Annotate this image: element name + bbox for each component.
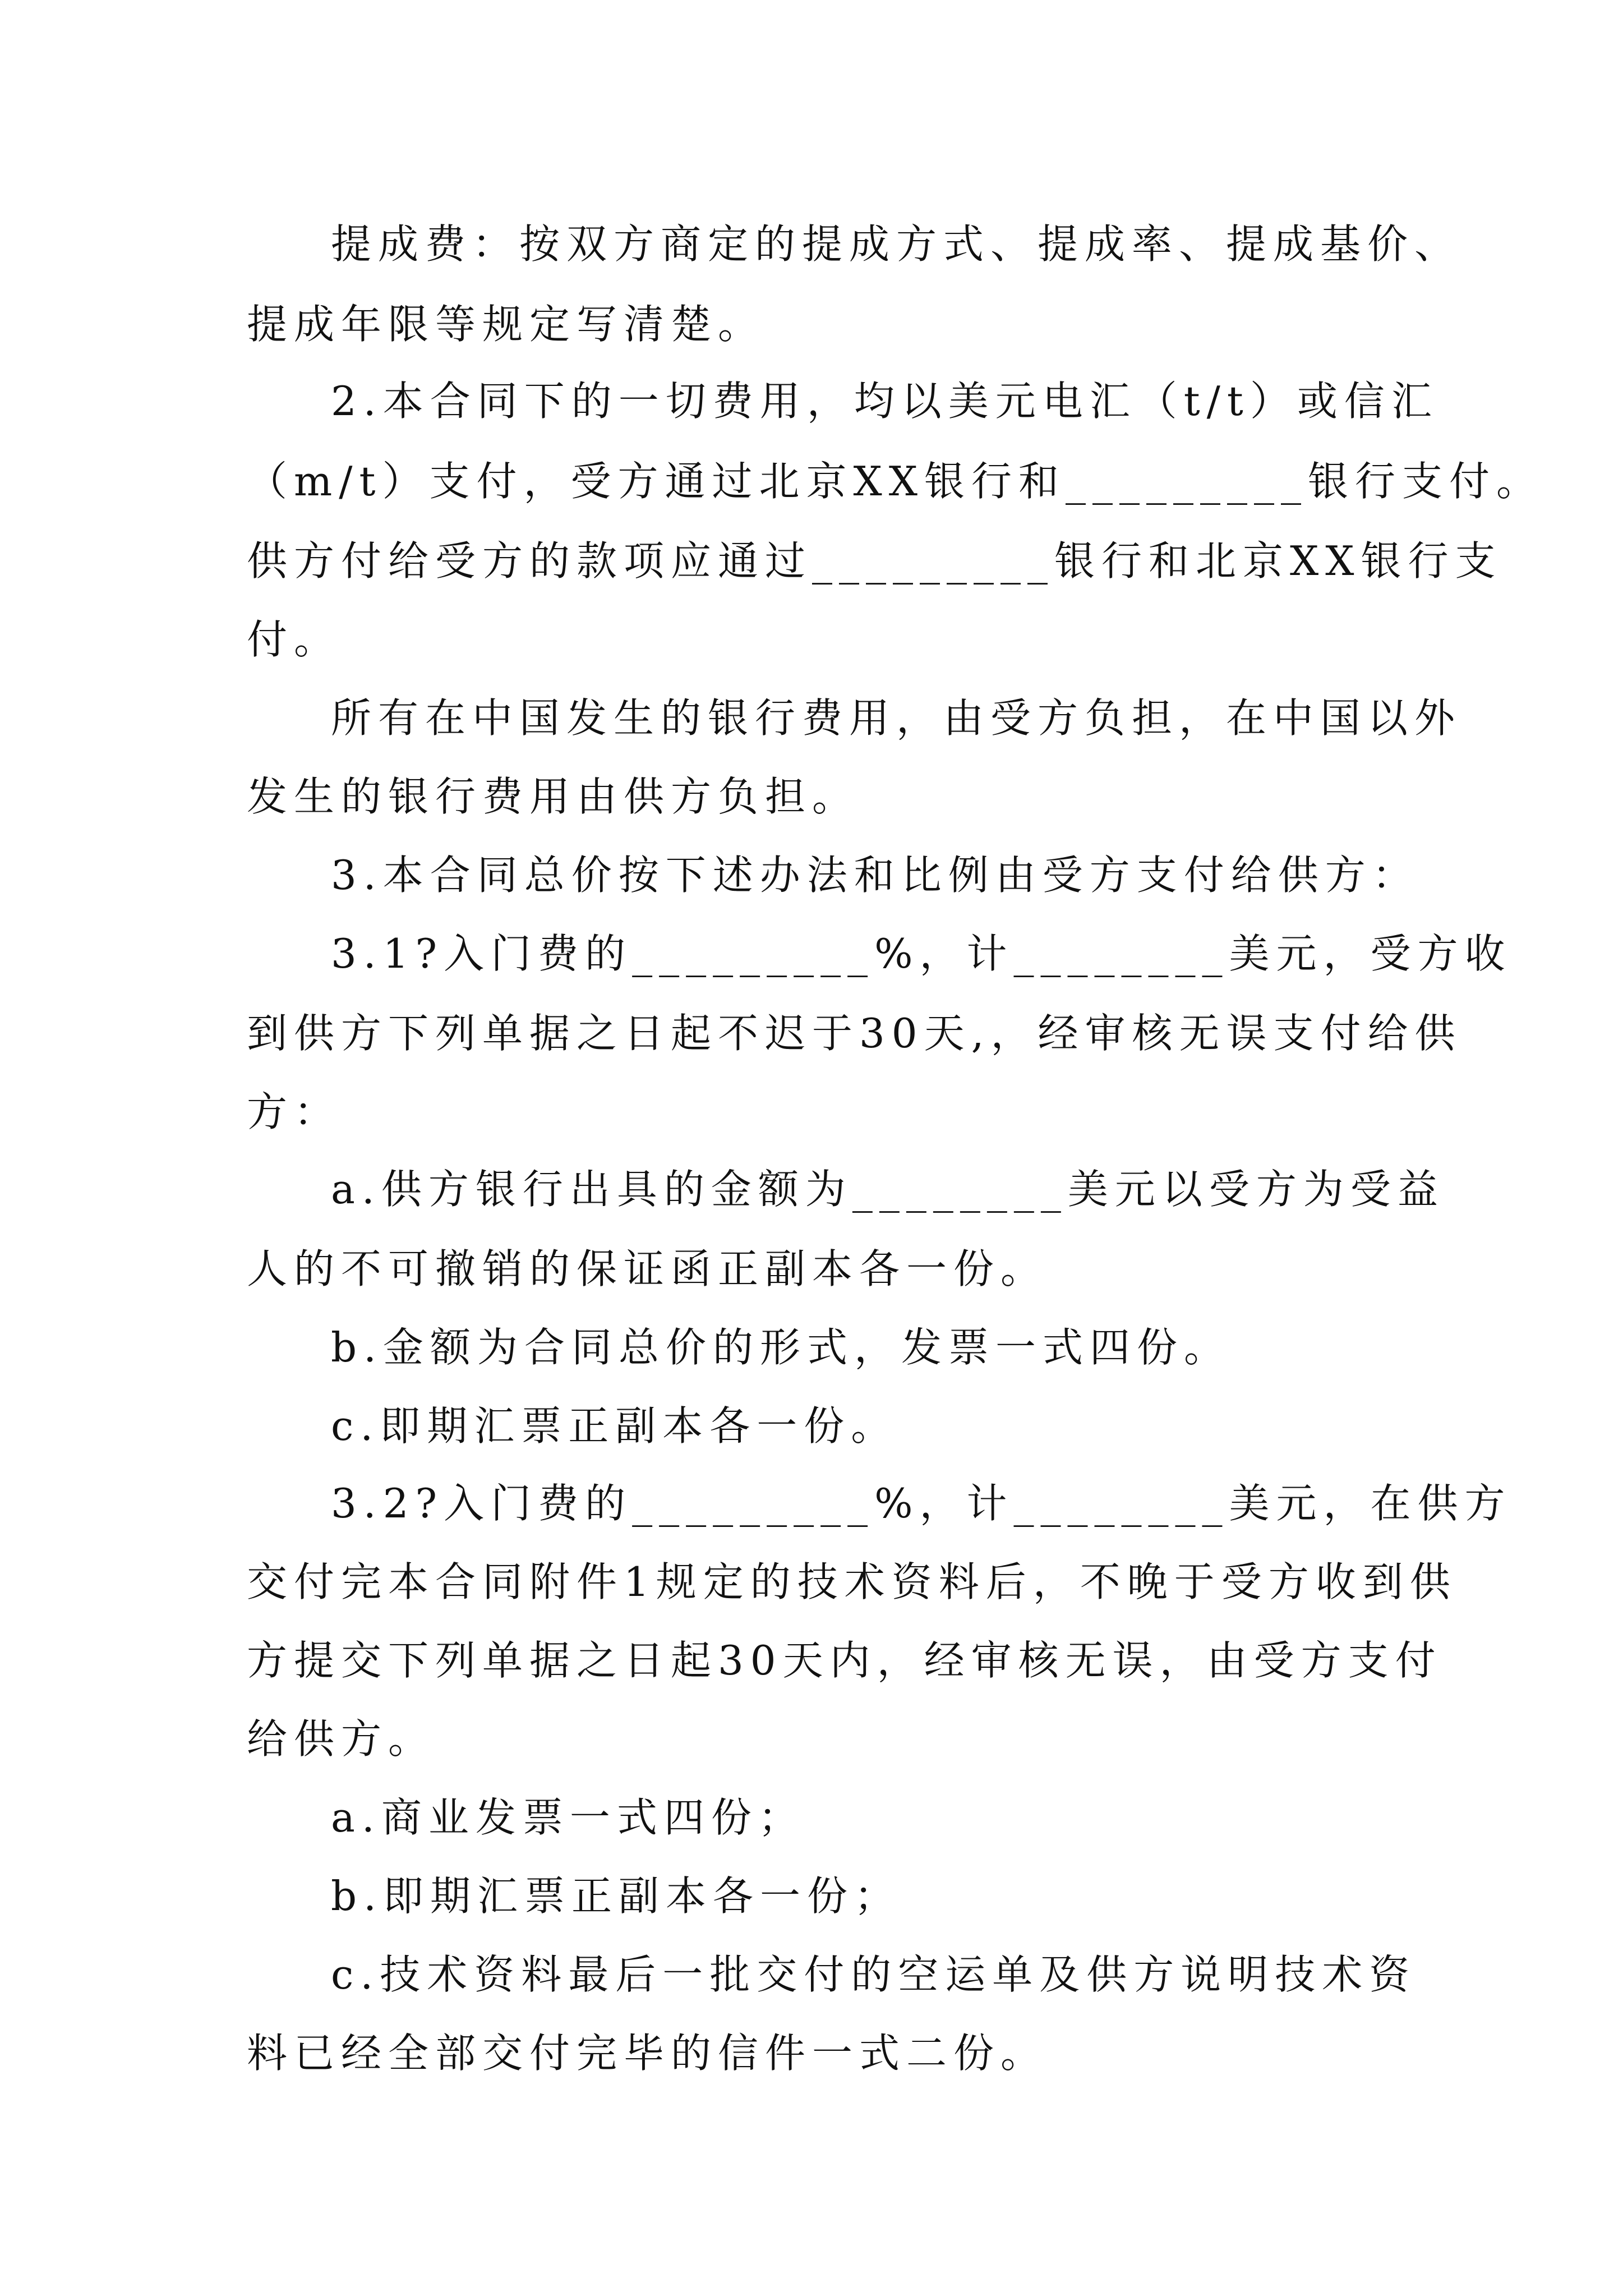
paragraph-line: 到供方下列单据之日起不迟于30天,，经审核无误支付给供 bbox=[247, 1010, 1462, 1057]
list-item: c.技术资料最后一批交付的空运单及供方说明技术资 bbox=[331, 1951, 1417, 1998]
paragraph-line: 方提交下列单据之日起30天内，经审核无误，由受方支付 bbox=[247, 1637, 1442, 1684]
paragraph-line: 给供方。 bbox=[247, 1715, 436, 1763]
paragraph-line: 所有在中国发生的银行费用，由受方负担，在中国以外 bbox=[331, 694, 1462, 742]
list-item: a.供方银行出具的金额为________美元以受方为受益 bbox=[331, 1166, 1445, 1213]
list-item: a.商业发票一式四份； bbox=[331, 1794, 805, 1841]
paragraph-line: 发生的银行费用由供方负担。 bbox=[247, 773, 860, 820]
paragraph-line: 人的不可撤销的保证函正副本各一份。 bbox=[247, 1245, 1048, 1292]
list-item: b.金额为合同总价的形式，发票一式四份。 bbox=[331, 1324, 1231, 1371]
paragraph-line: 供方付给受方的款项应通过_________银行和北京XX银行支 bbox=[247, 537, 1502, 585]
paragraph-line: 3.本合同总价按下述办法和比例由受方支付给供方： bbox=[331, 852, 1419, 899]
list-item: b.即期汇票正副本各一份； bbox=[331, 1872, 901, 1920]
paragraph-line: 提成年限等规定写清楚。 bbox=[247, 301, 766, 348]
paragraph-line: 3.1?入门费的_________%，计________美元，受方收 bbox=[331, 930, 1512, 977]
paragraph-line: 付。 bbox=[247, 616, 342, 663]
paragraph-line: 2.本合同下的一切费用，均以美元电汇（t/t）或信汇 bbox=[331, 378, 1438, 425]
paragraph-line: 交付完本合同附件1规定的技术资料后，不晚于受方收到供 bbox=[247, 1558, 1457, 1605]
paragraph-line: 3.2?入门费的_________%，计________美元，在供方 bbox=[331, 1480, 1512, 1527]
list-item: c.即期汇票正副本各一份。 bbox=[331, 1402, 898, 1450]
paragraph-line: 料已经全部交付完毕的信件一式二份。 bbox=[247, 2030, 1048, 2077]
paragraph-line: 方： bbox=[247, 1088, 342, 1135]
paragraph-line: （m/t）支付，受方通过北京XX银行和_________银行支付。 bbox=[247, 458, 1543, 505]
paragraph-line: 提成费：按双方商定的提成方式、提成率、提成基价、 bbox=[331, 220, 1462, 268]
